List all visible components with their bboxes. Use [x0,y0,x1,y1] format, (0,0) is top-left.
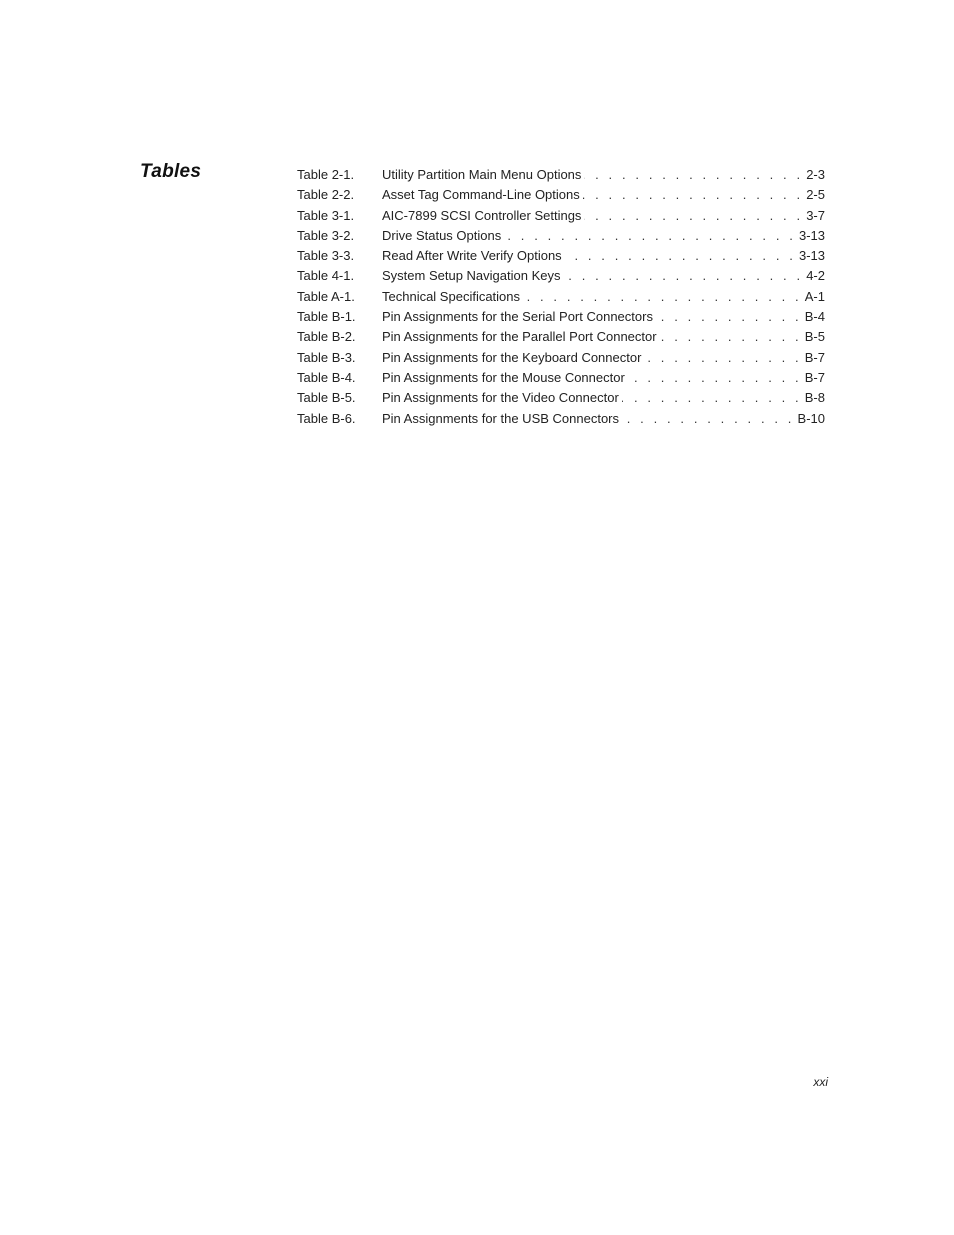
toc-entry-label: Table B-6. [297,410,356,426]
toc-entry-page: B-4 [804,309,825,325]
toc-entry[interactable] [297,206,825,226]
toc-entry[interactable] [297,388,825,408]
toc-entry-title: Drive Status Options [382,227,502,243]
toc-entry[interactable] [297,246,825,266]
toc-entry[interactable] [297,409,825,429]
toc-entry-label: Table 2-1. [297,167,355,182]
dot-leader [660,327,802,347]
toc-entry[interactable] [297,348,825,368]
dot-leader [565,246,796,266]
toc-entry-page: B-10 [797,410,825,426]
toc-entry[interactable] [297,266,825,286]
dot-leader [563,266,803,286]
toc-entry[interactable] [297,165,825,185]
toc-entry-page: A-1 [804,288,825,304]
toc-entry-page: 2-3 [806,167,825,182]
toc-entry-label: Table B-2. [297,329,356,345]
toc-entry-page: B-5 [804,329,825,345]
toc-entry-page: B-7 [804,369,825,385]
toc-entry[interactable] [297,226,825,246]
toc-entry-page: B-7 [804,349,825,365]
dot-leader [622,388,802,408]
toc-entry-title: Pin Assignments for the Keyboard Connector [382,349,642,365]
toc-entry[interactable] [297,307,825,327]
toc-entry-label: Table 3-2. [297,227,355,243]
toc-entry[interactable] [297,368,825,388]
toc-entry-page: B-8 [804,390,825,406]
toc-entry-label: Table B-4. [297,369,356,385]
dot-leader [622,409,795,429]
dot-leader [584,165,803,185]
section-title: Tables [140,161,202,182]
toc-entry-page: 2-5 [806,187,825,203]
toc-entry-title: AIC-7899 SCSI Controller Settings [382,207,582,223]
toc-entry-page: 3-13 [798,248,825,264]
toc-entry-label: Table 3-1. [297,207,355,223]
toc-entry[interactable] [297,287,825,307]
toc-entry-title: Pin Assignments for the Video Connector [382,390,619,406]
toc-entry-title: Technical Specifications [382,288,521,304]
toc-entry[interactable] [297,327,825,347]
dot-leader [583,185,803,205]
toc-entry-label: Table B-5. [297,390,356,406]
toc-entry-title: Pin Assignments for the Serial Port Connectors [382,309,653,325]
toc-entry-title: Utility Partition Main Menu Options [382,167,582,182]
toc-entry-page: 3-13 [798,227,825,243]
toc-entry-page: 4-2 [806,268,825,284]
toc-entry-label: Table B-1. [297,309,356,325]
toc-entry-title: Read After Write Verify Options [382,248,562,264]
dot-leader [584,206,803,226]
dot-leader [644,348,801,368]
page-number: xxi [813,1075,828,1089]
table-of-tables-list [297,165,825,429]
toc-entry-title: Asset Tag Command-Line Options [382,187,580,203]
toc-entry-title: Pin Assignments for the USB Connectors [382,410,620,426]
dot-leader [628,368,802,388]
dot-leader [523,287,802,307]
toc-entry[interactable] [297,185,825,205]
toc-entry-label: Table B-3. [297,349,356,365]
toc-entry-page: 3-7 [806,207,825,223]
toc-entry-label: Table 3-3. [297,248,355,264]
toc-entry-title: Pin Assignments for the Parallel Port Connector [382,329,657,345]
toc-entry-label: Table 2-2. [297,187,355,203]
dot-leader [656,307,802,327]
toc-entry-title: System Setup Navigation Keys [382,268,561,284]
toc-entry-title: Pin Assignments for the Mouse Connector [382,369,625,385]
toc-entry-label: Table A-1. [297,288,355,304]
toc-entry-label: Table 4-1. [297,268,355,284]
dot-leader [504,226,796,246]
